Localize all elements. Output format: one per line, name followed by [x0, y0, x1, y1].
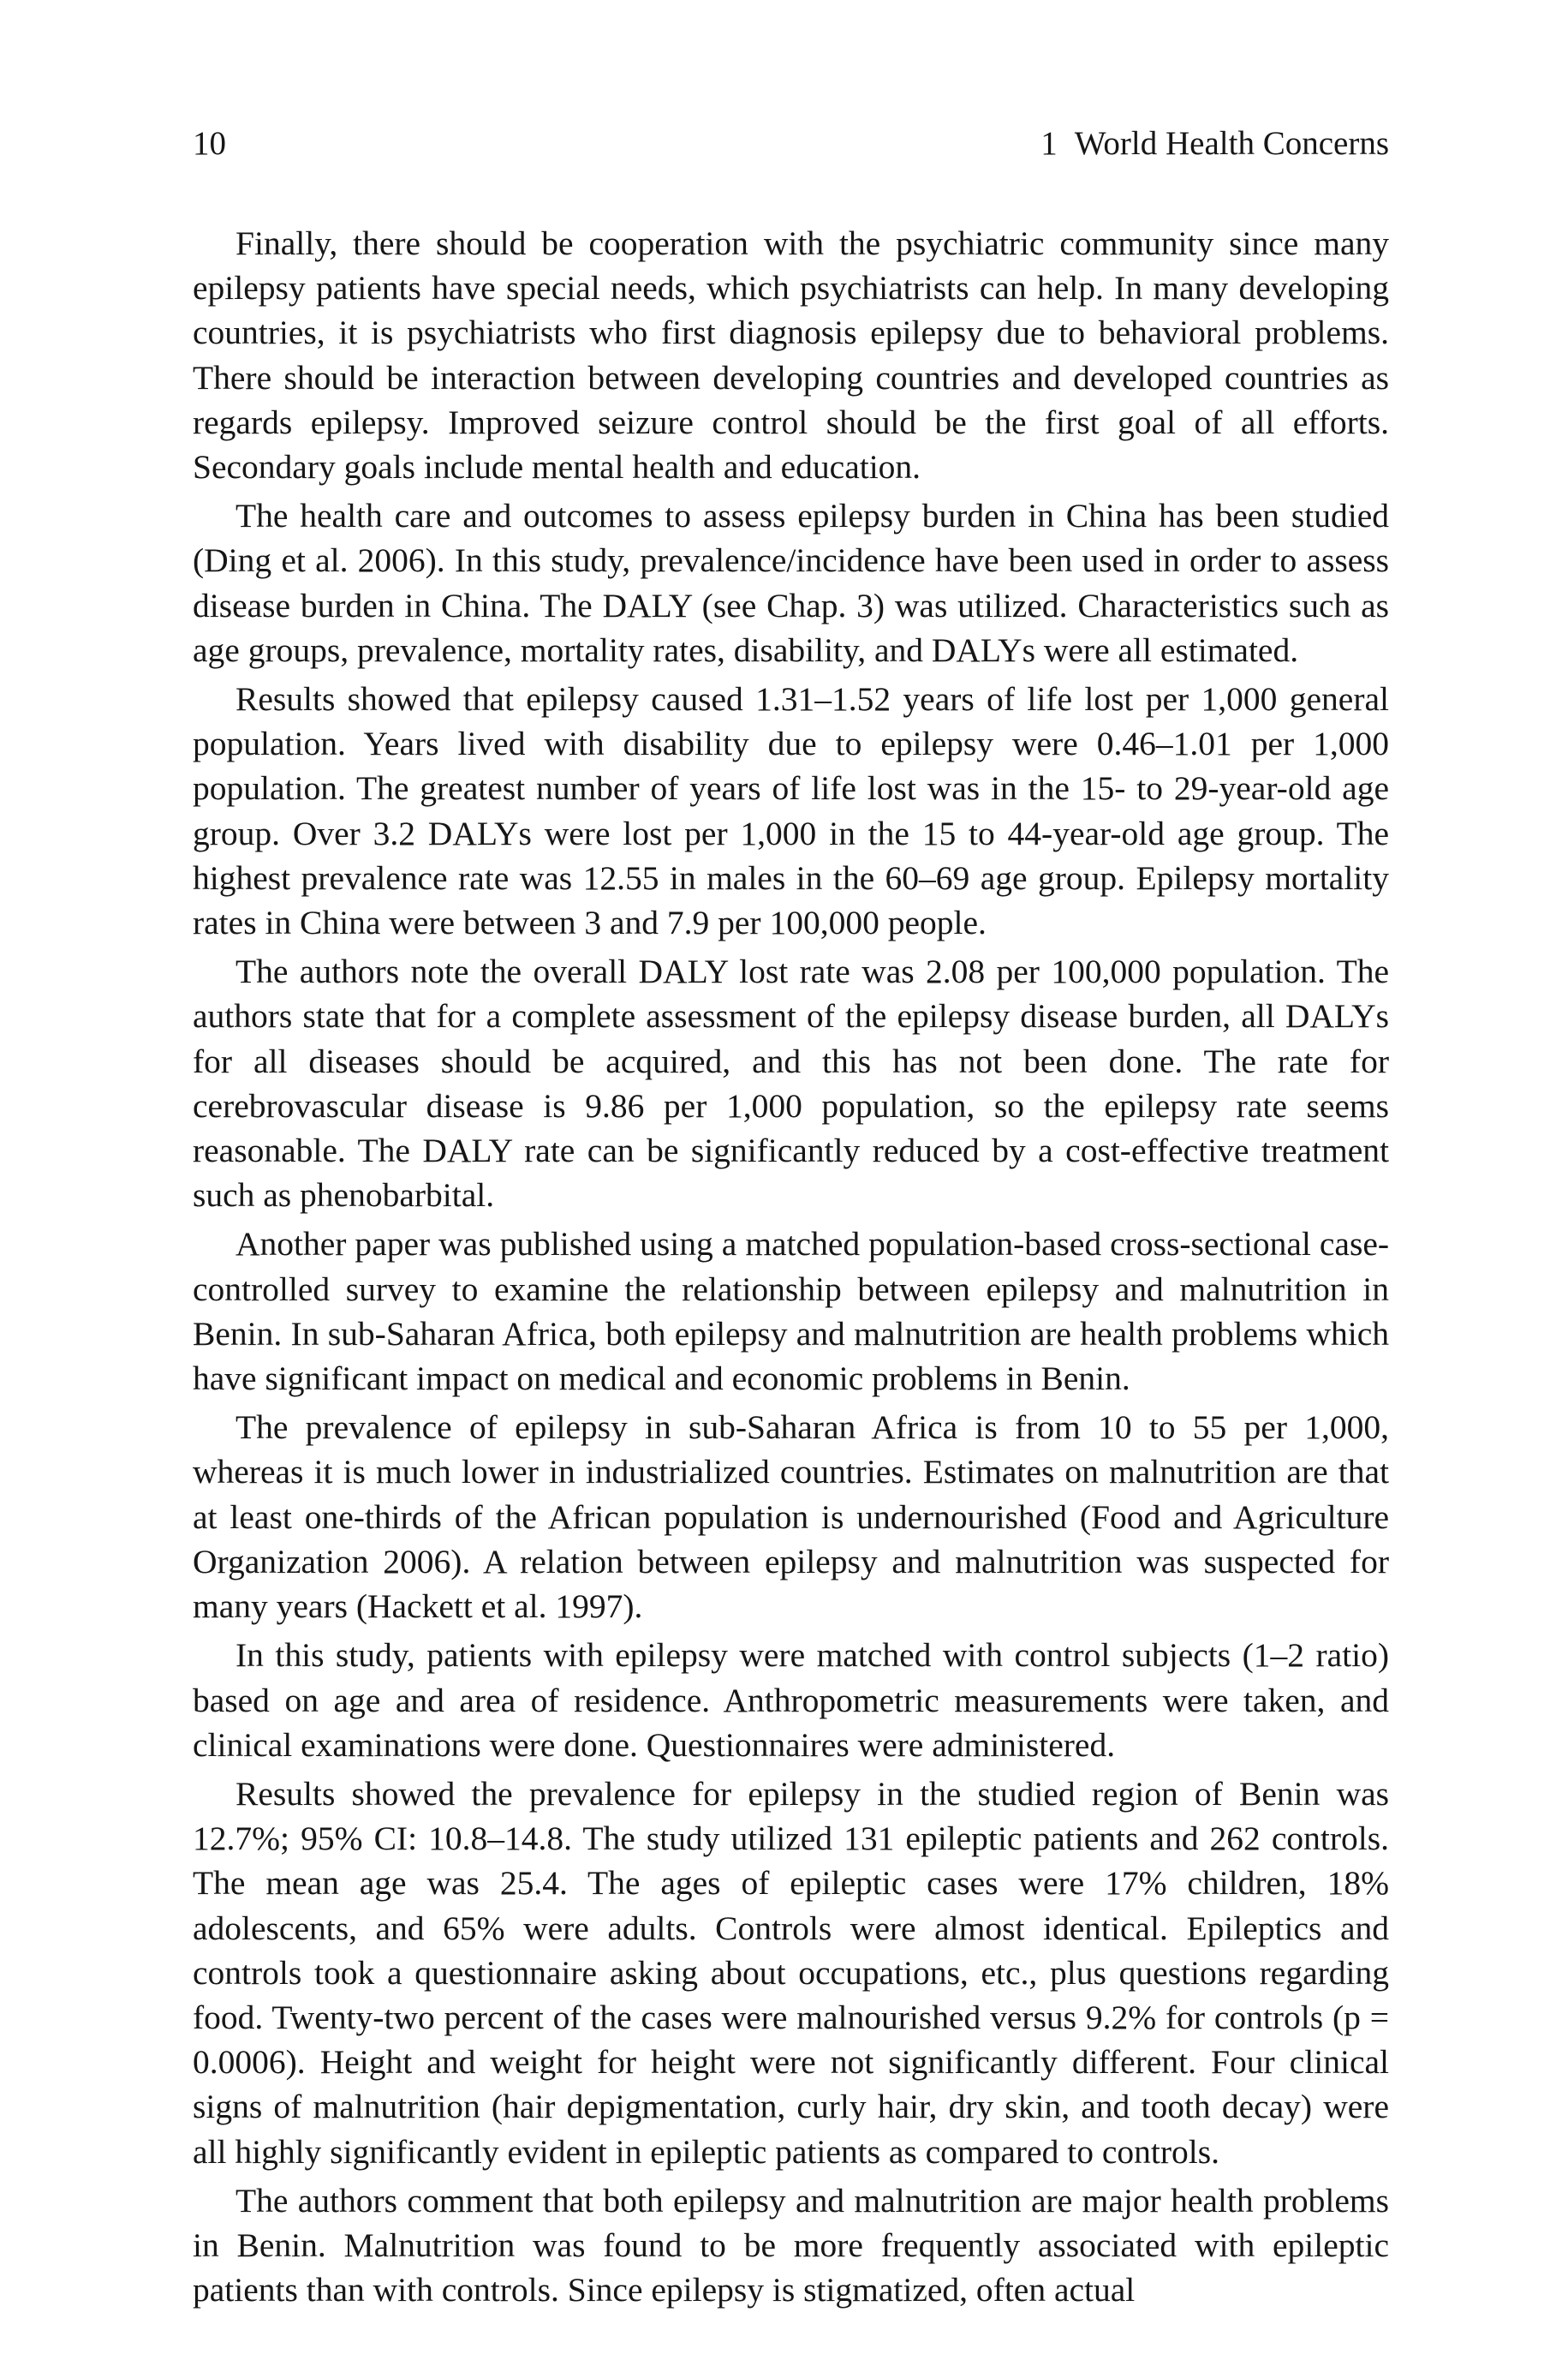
paragraph: Another paper was published using a matched population-based cross-sectional case-controlled survey to examine the relationship between epilepsy and malnutrition in Benin. In sub-Saharan Africa, both epilepsy and malnutrition are health problems which have significant impact on medical and economic problems in Benin. — [193, 1225, 1389, 1398]
chapter-title: World Health Concerns — [1074, 125, 1389, 162]
paragraph: Results showed the prevalence for epilepsy in the studied region of Benin was 12.7%; 95% CI: 10.8–14.8. The study utilized 131 epileptic patients and 262 controls. The mean age was 25.4. The ages of epileptic cases were 17% children, 18% adolescents, and 65% were adults. Controls were almost identical. Epileptics and controls took a questionnaire asking about occupations, etc., plus questions regarding food. Twenty-two percent of the cases were malnourished versus 9.2% for controls (p = 0.0006). Height and weight for height were not significantly different. Four clinical signs of malnutrition (hair depigmentation, curly hair, dry skin, and tooth decay) were all highly significantly evident in epileptic patients as compared to controls. — [193, 1774, 1389, 2171]
chapter-number: 1 — [1040, 125, 1058, 162]
paragraph: Finally, there should be cooperation with the psychiatric community since many epilepsy patients have special needs, which psychiatrists can help. In many developing countries, it is psychiatrists who first diagnosis epilepsy due to behavioral problems. There should be interaction between developing countries and developed countries as regards epilepsy. Improved seizure control should be the first goal of all efforts. Secondary goals include mental health and education. — [193, 224, 1389, 487]
paragraph: The prevalence of epilepsy in sub-Saharan Africa is from 10 to 55 per 1,000, whereas it is much lower in industrialized countries. Estimates on malnutrition are that at least one-thirds of the African population is undernourished (Food and Agriculture Organization 2006). A relation between epilepsy and malnutrition was suspected for many years (Hackett et al. 1997). — [193, 1408, 1389, 1626]
paragraph: In this study, patients with epilepsy were matched with control subjects (1–2 ratio) based on age and area of residence. Anthropometric measurements were taken, and clinical examinations were done. Questionnaires were administered. — [193, 1636, 1389, 1764]
paragraph: The authors comment that both epilepsy and malnutrition are major health problems in Benin. Malnutrition was found to be more frequently associated with epileptic patients than with controls. Since epilepsy is stigmatized, often actual — [193, 2181, 1389, 2309]
page-header — [193, 118, 1389, 170]
paragraph: The health care and outcomes to assess epilepsy burden in China has been studied (Ding et al. 2006). In this study, prevalence/incidence have been used in order to assess disease burden in China. The DALY (see Chap. 3) was utilized. Characteristics such as age groups, prevalence, mortality rates, disability, and DALYs were all estimated. — [193, 497, 1389, 669]
paragraph: The authors note the overall DALY lost rate was 2.08 per 100,000 population. The authors state that for a complete assessment of the epilepsy disease burden, all DALYs for all diseases should be acquired, and this has not been done. The rate for cerebrovascular disease is 9.86 per 1,000 population, so the epilepsy rate seems reasonable. The DALY rate can be significantly reduced by a cost-effective treatment such as phenobarbital. — [193, 953, 1389, 1215]
paragraph: Results showed that epilepsy caused 1.31–1.52 years of life lost per 1,000 general population. Years lived with disability due to epilepsy were 0.46–1.01 per 1,000 population. The greatest number of years of life lost was in the 15- to 29-year-old age group. Over 3.2 DALYs were lost per 1,000 in the 15 to 44-year-old age group. The highest prevalence rate was 12.55 in males in the 60–69 age group. Epilepsy mortality rates in China were between 3 and 7.9 per 100,000 people. — [193, 680, 1389, 942]
running-head — [1040, 118, 1389, 170]
body-text — [193, 221, 1389, 2312]
page-number: 10 — [193, 125, 226, 162]
